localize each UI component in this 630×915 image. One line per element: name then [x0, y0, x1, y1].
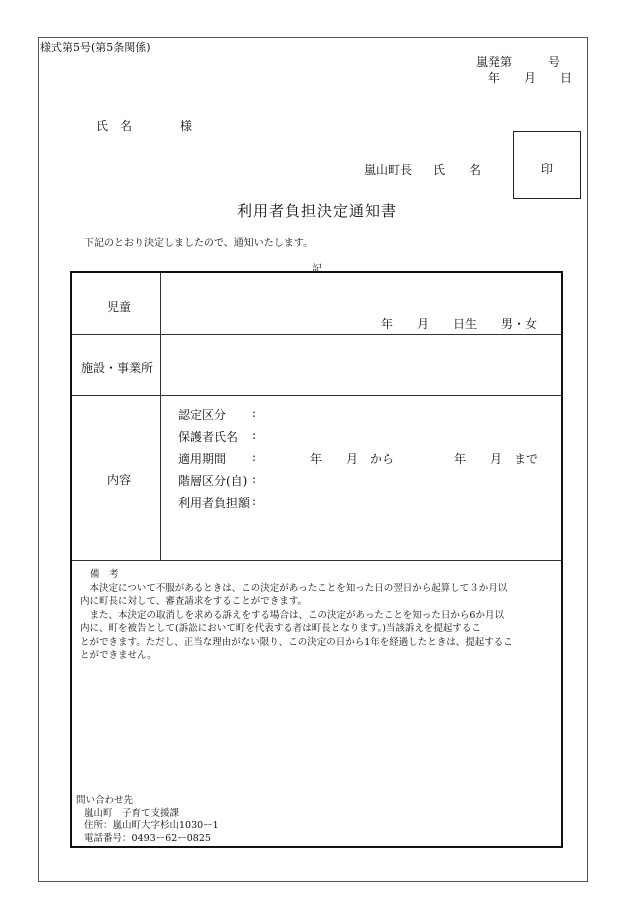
birth-date-line: 年 月 日生 男・女 — [381, 317, 538, 331]
notes-line: 本決定について不服があるときは、この決定があったことを知った日の翌日から起算して３か月以 — [80, 582, 508, 594]
field-label-fee: 利用者負担額 — [178, 496, 251, 510]
details-table — [70, 271, 563, 848]
column-divider — [160, 273, 161, 560]
field-label-guardian: 保護者氏名 — [178, 430, 239, 444]
ki-mark: 記 — [312, 264, 322, 275]
field-label-certification: 認定区分 — [178, 408, 227, 422]
document-number: 嵐発第 号 — [476, 55, 561, 69]
row-divider — [72, 334, 561, 335]
seal-mark: 印 — [540, 162, 553, 176]
contact-address: 住所：嵐山町大字杉山1030ー1 — [84, 820, 219, 831]
document-title: 利用者負担決定通知書 — [237, 202, 398, 220]
facility-label: 施設・事業所 — [81, 361, 154, 375]
notes-line: とができません。 — [80, 650, 157, 661]
row-divider — [72, 395, 561, 396]
form-number: 様式第5号(第5条関係) — [40, 41, 151, 54]
contact-department: 嵐山町 子育て支援課 — [84, 807, 180, 819]
recipient-honorific: 様 — [180, 119, 193, 133]
issue-date: 年 月 日 — [488, 71, 573, 85]
field-label-bracket: 階層区分(自) — [178, 474, 248, 488]
notes-line: また、本決定の取消しを求める訴えをする場合は、この決定があったことを知った日から6か月以 — [80, 609, 504, 621]
notes-line: 内に、町を被告として(訴訟において町を代表する者は町長となります。)当該訴えを提起するこ — [80, 623, 481, 634]
content-label: 内容 — [107, 473, 132, 487]
notes-heading: 備 考 — [90, 569, 119, 580]
notes-section — [80, 568, 513, 663]
intro-text: 下記のとおり決定しましたので、通知いたします。 — [84, 238, 313, 249]
field-separator: : — [252, 450, 257, 464]
contact-heading: 問い合わせ先 — [76, 795, 134, 806]
field-separator: : — [252, 406, 257, 420]
field-separator: : — [252, 494, 257, 508]
period-text: 年 月 から 年 月 まで — [310, 452, 539, 466]
row-divider — [72, 560, 561, 561]
contact-section — [76, 795, 219, 845]
field-separator: : — [252, 472, 257, 486]
notes-line: とができます。ただし、正当な理由がない限り、この決定の日から1年を経過したときは、提起するこ — [80, 636, 513, 648]
issuer-name-label: 氏 名 — [433, 163, 482, 177]
child-label: 児童 — [107, 300, 132, 314]
field-label-period: 適用期間 — [178, 452, 227, 466]
issuer-title: 嵐山町長 — [364, 163, 413, 177]
notes-line: 内に町長に対して、審査請求をすることができます。 — [80, 596, 308, 607]
seal-box — [513, 131, 581, 199]
contact-phone: 電話番号：0493ー62ー0825 — [84, 832, 211, 844]
field-separator: : — [252, 428, 257, 442]
recipient-name-label: 氏 名 — [96, 119, 133, 133]
